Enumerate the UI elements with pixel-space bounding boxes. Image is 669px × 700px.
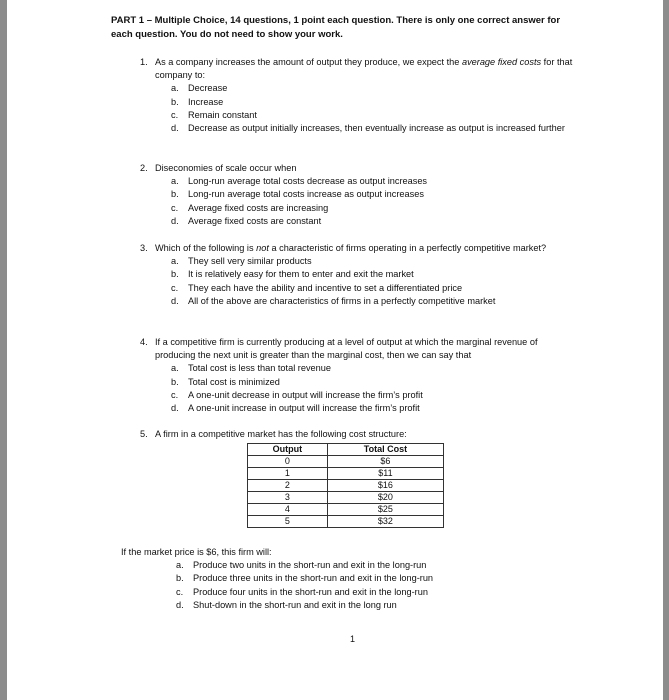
option-letter: b.: [176, 573, 184, 584]
option-text: A one-unit increase in output will increase the firm’s profit: [188, 403, 420, 414]
question-number: 5.: [140, 429, 148, 439]
option-list: [176, 559, 561, 612]
question-number: 3.: [140, 243, 148, 253]
table-row: [248, 480, 444, 492]
option-letter: c.: [171, 389, 179, 400]
question-3: [140, 242, 580, 308]
option-text: Average fixed costs are constant: [188, 215, 322, 226]
question-number: 1.: [140, 57, 148, 67]
stem-text: As a company increases the amount of output they produce, we expect the: [155, 57, 462, 67]
cost-table: [247, 443, 444, 528]
option-letter: d.: [171, 295, 179, 306]
option-text: They each have the ability and incentive to set a differentiated price: [188, 282, 463, 293]
question-2: [140, 162, 580, 228]
total-cost-cell: $32: [327, 516, 443, 528]
question-5: [140, 428, 580, 441]
option-a: [171, 255, 580, 268]
option-list: [171, 82, 580, 135]
table-row: [248, 516, 444, 528]
option-list: [171, 362, 580, 415]
option-text: Total cost is minimized: [188, 376, 280, 387]
question-stem: If a competitive firm is currently producing at a level of output at which the marginal revenue of producing the next unit is greater than the marginal cost, then we can say that: [155, 337, 538, 361]
option-list: [171, 255, 580, 308]
option-text: It is relatively easy for them to enter and exit the market: [188, 269, 414, 280]
column-header-total-cost: Total Cost: [327, 444, 443, 456]
option-text: Total cost is less than total revenue: [188, 363, 331, 374]
total-cost-cell: $20: [327, 492, 443, 504]
option-text: They sell very similar products: [188, 256, 312, 267]
option-a: [171, 175, 580, 188]
option-b: [176, 572, 561, 585]
option-letter: d.: [171, 215, 179, 226]
option-c: [171, 202, 580, 215]
table-row: [248, 504, 444, 516]
stem-text: Which of the following is: [155, 243, 257, 253]
total-cost-cell: $25: [327, 504, 443, 516]
option-text: Produce four units in the short-run and exit in the long-run: [193, 586, 428, 597]
option-letter: a.: [171, 256, 179, 267]
table-row: [248, 492, 444, 504]
option-list: [171, 175, 580, 228]
option-text: Shut-down in the short-run and exit in the long run: [193, 599, 397, 610]
question-stem: [155, 242, 580, 255]
option-a: [176, 559, 561, 572]
total-cost-cell: $11: [327, 468, 443, 480]
stem-text: a characteristic of firms operating in a perfectly competitive market?: [268, 243, 547, 253]
option-c: [171, 109, 580, 122]
output-cell: 4: [248, 504, 328, 516]
option-text: Decrease as output initially increases, then eventually increase as output is increased further: [188, 123, 565, 134]
option-text: All of the above are characteristics of firms in a perfectly competitive market: [188, 295, 496, 306]
output-cell: 3: [248, 492, 328, 504]
option-letter: d.: [176, 599, 184, 610]
option-letter: b.: [171, 269, 179, 280]
option-letter: c.: [176, 586, 184, 597]
question-stem: A firm in a competitive market has the following cost structure:: [155, 429, 407, 439]
option-text: Decrease: [188, 83, 228, 94]
option-b: [171, 188, 580, 201]
option-text: Produce three units in the short-run and exit in the long-run: [193, 573, 434, 584]
stem-text: for that company to:: [155, 57, 573, 81]
option-b: [171, 376, 580, 389]
output-cell: 1: [248, 468, 328, 480]
question-4: [140, 336, 580, 415]
option-a: [171, 362, 580, 375]
option-text: Average fixed costs are increasing: [188, 202, 329, 213]
output-cell: 2: [248, 480, 328, 492]
option-letter: b.: [171, 376, 179, 387]
option-letter: c.: [171, 282, 179, 293]
page-number: 1: [350, 634, 356, 644]
option-text: Remain constant: [188, 109, 257, 120]
option-text: Long-run average total costs decrease as output increases: [188, 176, 428, 187]
option-d: [171, 122, 580, 135]
option-a: [171, 82, 580, 95]
question-5-followup: [121, 546, 561, 612]
option-letter: b.: [171, 189, 179, 200]
output-cell: 0: [248, 456, 328, 468]
output-cell: 5: [248, 516, 328, 528]
option-letter: c.: [171, 109, 179, 120]
document-page: [7, 0, 663, 700]
option-b: [171, 268, 580, 281]
followup-text: If the market price is $6, this firm will:: [121, 547, 272, 557]
table-row: [248, 468, 444, 480]
option-d: [171, 402, 580, 415]
total-cost-cell: $6: [327, 456, 443, 468]
option-letter: b.: [171, 96, 179, 107]
question-number: 4.: [140, 337, 148, 347]
option-text: Increase: [188, 96, 224, 107]
option-letter: d.: [171, 123, 179, 134]
option-d: [171, 295, 580, 308]
column-header-output: Output: [248, 444, 328, 456]
option-letter: a.: [176, 560, 184, 571]
total-cost-cell: $16: [327, 480, 443, 492]
question-stem: Diseconomies of scale occur when: [155, 163, 297, 173]
option-text: Long-run average total costs increase as output increases: [188, 189, 424, 200]
stem-emphasis: not: [256, 243, 269, 253]
stem-emphasis: average fixed costs: [461, 57, 542, 67]
option-c: [176, 586, 561, 599]
table-row: [248, 456, 444, 468]
option-letter: d.: [171, 403, 179, 414]
option-letter: c.: [171, 202, 179, 213]
option-d: [176, 599, 561, 612]
option-b: [171, 96, 580, 109]
question-number: 2.: [140, 163, 148, 173]
option-c: [171, 282, 580, 295]
table-header-row: [248, 444, 444, 456]
option-text: A one-unit decrease in output will increase the firm’s profit: [188, 389, 423, 400]
option-c: [171, 389, 580, 402]
question-1: [140, 56, 580, 135]
option-letter: a.: [171, 176, 179, 187]
question-stem: [155, 56, 580, 82]
option-text: Produce two units in the short-run and exit in the long-run: [193, 560, 427, 571]
section-header: PART 1 – Multiple Choice, 14 questions, 1 point each question. There is only one correct answer for each question. You do not need to show your work.: [111, 15, 561, 40]
option-letter: a.: [171, 363, 179, 374]
option-d: [171, 215, 580, 228]
option-letter: a.: [171, 83, 179, 94]
